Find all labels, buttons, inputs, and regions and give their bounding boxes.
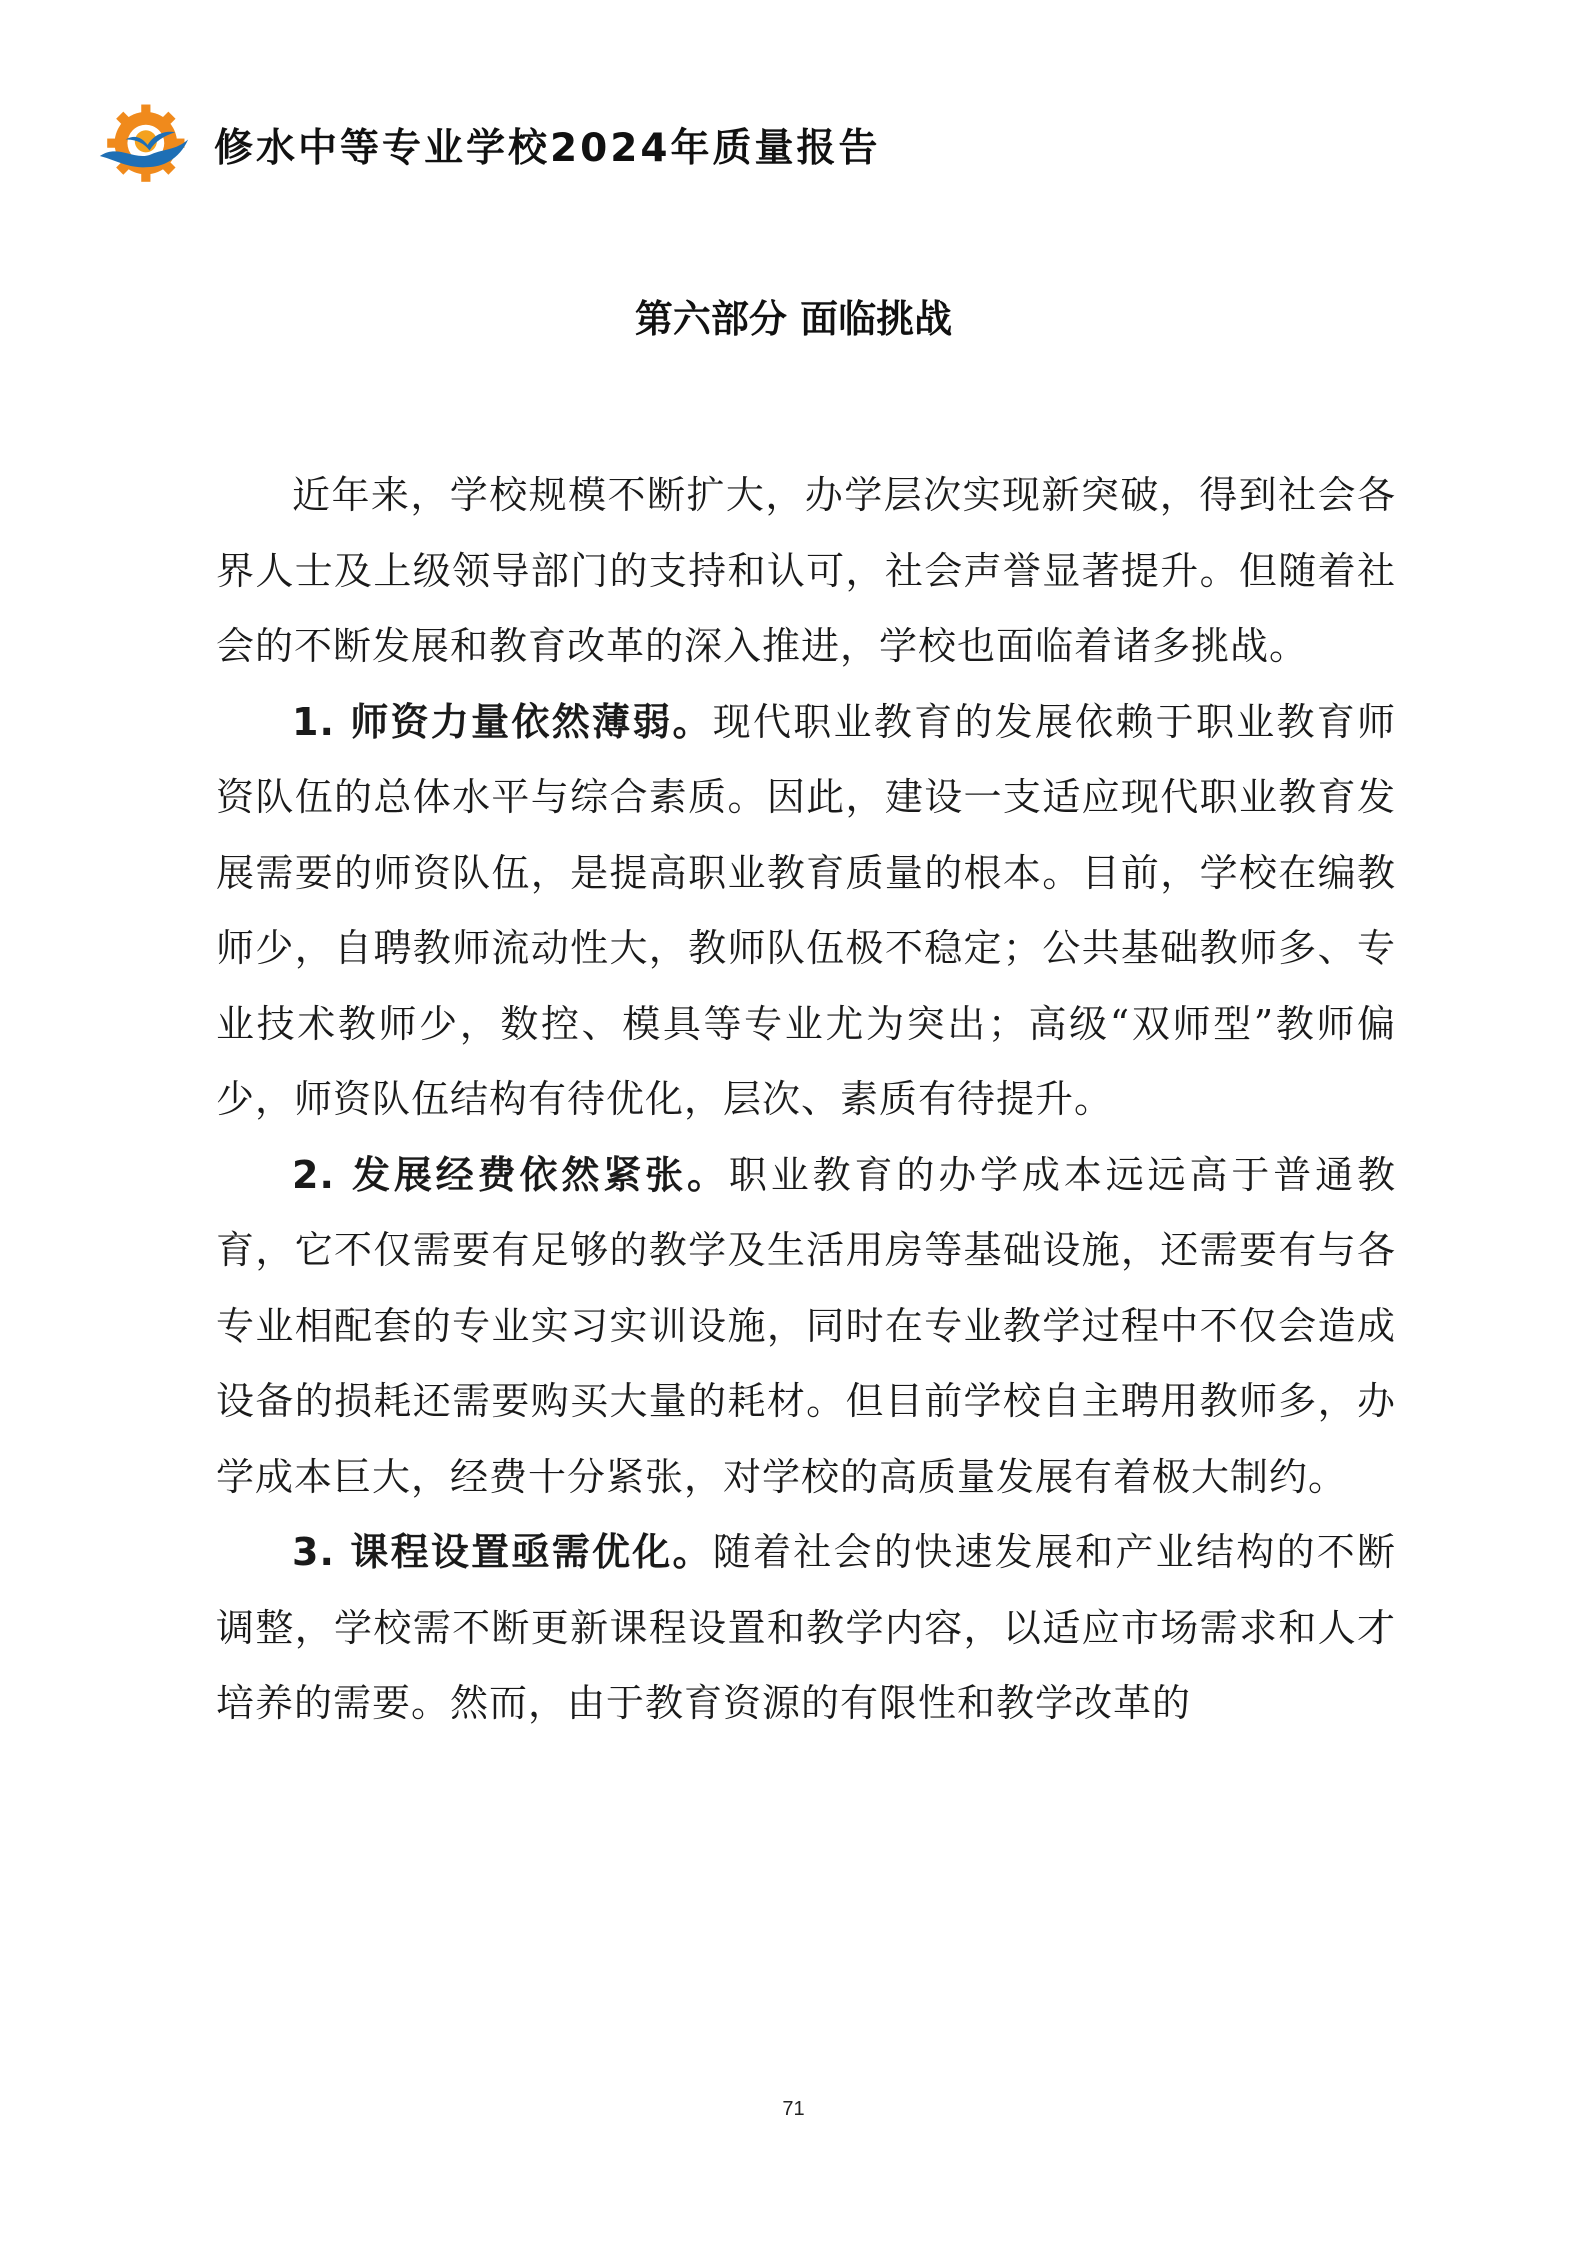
paragraph-text: 职业教育的办学成本远远高于普通教育，它不仅需要有足够的教学及生活用房等基础设施，还需要有与各专业相配套的专业实习实训设施，同时在专业教学过程中不仅会造成设备的损耗还需要购买大量的耗材。但目前学校自主聘用教师多，办学成本巨大，经费十分紧张，对学校的高质量发展有着极大制约。 — [216, 1152, 1396, 1499]
paragraph-heading: 1. 师资力量依然薄弱。 — [292, 699, 713, 744]
paragraph-heading: 3. 课程设置亟需优化。 — [292, 1530, 713, 1574]
paragraph-teaching-staff — [216, 685, 1396, 1138]
page-number: 71 — [782, 2098, 805, 2120]
report-header-title: 修水中等专业学校2024年质量报告 — [214, 126, 881, 171]
paragraph-heading: 2. 发展经费依然紧张。 — [292, 1152, 729, 1197]
body-text — [216, 458, 1396, 1742]
school-logo-icon — [98, 102, 190, 188]
page-header — [98, 100, 881, 190]
paragraph-text: 现代职业教育的发展依赖于职业教育师资队伍的总体水平与综合素质。因此，建设一支适应现代职业教育发展需要的师资队伍，是提高职业教育质量的根本。目前，学校在编教师少，自聘教师流动性大，教师队伍极不稳定；公共基础教师多、专业技术教师少，数控、模具等专业尤为突出；高级“双师型”教师偏少，师资队伍结构有待优化，层次、素质有待提升。 — [216, 699, 1396, 1121]
paragraph-funding — [216, 1138, 1396, 1516]
paragraph-text: 随着社会的快速发展和产业结构的不断调整，学校需不断更新课程设置和教学内容，以适应市场需求和人才培养的需要。然而，由于教育资源的有限性和教学改革的 — [216, 1530, 1396, 1725]
paragraph-curriculum — [216, 1515, 1396, 1742]
paragraph-text: 近年来，学校规模不断扩大，办学层次实现新突破，得到社会各界人士及上级领导部门的支持和认可，社会声誉显著提升。但随着社会的不断发展和教育改革的深入推进，学校也面临着诸多挑战。 — [216, 473, 1396, 668]
section-title: 第六部分 面临挑战 — [634, 296, 953, 341]
paragraph-intro — [216, 458, 1396, 685]
